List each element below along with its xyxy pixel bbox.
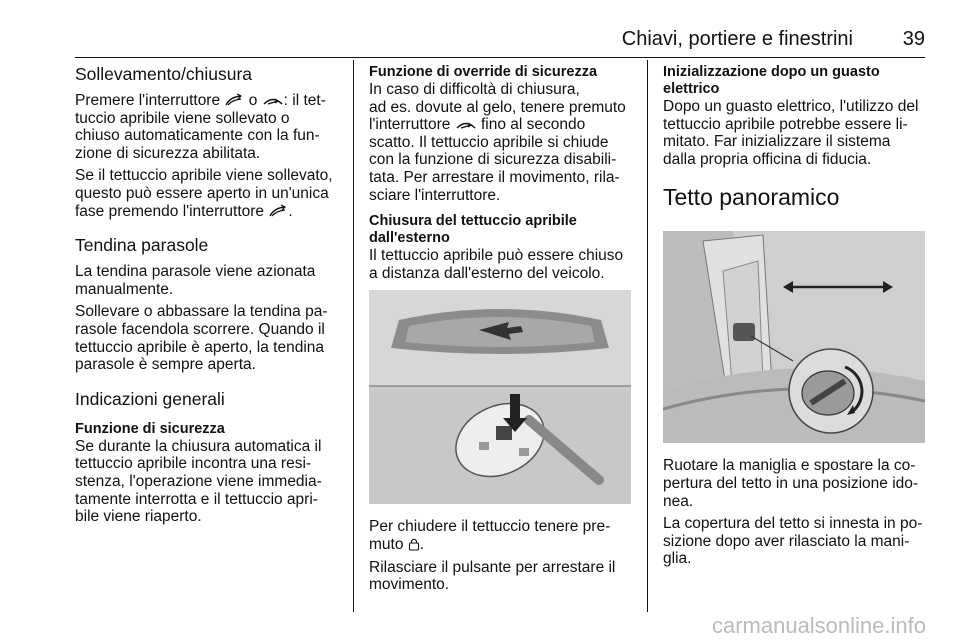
column-3: [663, 64, 927, 573]
text: La copertura del tetto si innesta in po-: [663, 515, 923, 533]
text: dall'esterno: [369, 230, 450, 247]
text: mitato. Far inizializzare il sistema: [663, 133, 891, 151]
text: elettrico: [663, 81, 720, 97]
text: .: [288, 202, 293, 220]
text: l'interruttore: [369, 116, 451, 134]
text: bile viene riaperto.: [75, 508, 202, 526]
text: sciare l'interruttore.: [369, 186, 501, 204]
text: con la funzione di sicurezza disabili-: [369, 151, 617, 169]
paragraph-lift: [75, 92, 343, 162]
paragraph-ruotare: [663, 457, 927, 510]
text: tettuccio apribile incontra una resi-: [75, 455, 312, 473]
text: tamente interrotta e il tettuccio apri-: [75, 490, 318, 508]
heading-sicurezza: Funzione di sicurezza: [75, 420, 225, 437]
text: Dopo un guasto elettrico, l'utilizzo del: [663, 98, 919, 115]
text: fino al secondo: [480, 116, 586, 134]
page-number: 39: [902, 28, 925, 50]
text: scatto. Il tettuccio apribile si chiude: [369, 133, 609, 151]
text: tettuccio apribile è aperto, la tendina: [75, 338, 325, 356]
paragraph-chiusura: [369, 247, 633, 282]
text: stenza, l'operazione viene immedia-: [75, 472, 322, 490]
paragraph-copertura: [663, 515, 927, 568]
text: o: [248, 92, 258, 109]
text: Rilasciare il pulsante per arrestare il: [369, 558, 616, 576]
text: chiuso automaticamente con la fun-: [75, 127, 320, 145]
text: a distanza dall'esterno del veicolo.: [369, 264, 605, 282]
header-rule: [75, 57, 925, 58]
chapter-title: Chiavi, portiere e finestrini: [621, 28, 853, 50]
sunroof-tilt-icon: [268, 204, 288, 218]
text: : il tet-: [283, 92, 326, 109]
text: Chiusura del tettuccio apribile: [369, 213, 577, 230]
page-header: [75, 28, 925, 56]
paragraph-init: [663, 98, 927, 168]
text: muto: [369, 535, 404, 553]
watermark: carmanualsonline.info: [711, 613, 926, 638]
heading-sollevamento: Sollevamento/chiusura: [75, 64, 253, 84]
text: In caso di difficoltà di chiusura,: [369, 81, 580, 98]
paragraph-tendina: [75, 263, 343, 298]
heading-override: Funzione di override di sicurezza: [369, 64, 598, 80]
text: glia.: [663, 550, 692, 568]
text: Inizializzazione dopo un guasto: [663, 64, 880, 80]
text: La tendina parasole viene azionata: [75, 263, 316, 281]
paragraph-override: [369, 81, 633, 204]
heading-generali: Indicazioni generali: [75, 388, 225, 409]
heading-chiusura: [369, 213, 633, 247]
heading-tetto: Tetto panoramico: [663, 184, 840, 211]
text: tuccio apribile viene sollevato o: [75, 109, 290, 127]
text: Se durante la chiusura automatica il: [75, 437, 322, 455]
text: ad es. dovute al gelo, tenere premuto: [369, 98, 626, 116]
heading-tendina: Tendina parasole: [75, 235, 209, 256]
text: zione di sicurezza abilitata.: [75, 144, 261, 162]
text: .: [419, 535, 425, 553]
column-divider-2: [647, 60, 648, 612]
text: Per chiudere il tettuccio tenere pre-: [369, 518, 611, 536]
sunroof-slide-icon: [262, 93, 284, 107]
text: pertura del tetto in una posizione ido-: [663, 474, 919, 492]
padlock-icon: [408, 537, 420, 551]
paragraph-tendina-2: [75, 303, 343, 373]
sunroof-tilt-icon: [224, 93, 244, 107]
text: movimento.: [369, 576, 450, 594]
text: fase premendo l'interruttore: [75, 202, 265, 220]
text: rasole facendola scorrere. Quando il: [75, 320, 325, 338]
text: nea.: [663, 492, 694, 510]
paragraph-press: [369, 518, 633, 553]
text: sizione dopo aver rilasciato la mani-: [663, 532, 910, 550]
text: tata. Per arrestare il movimento, rila-: [369, 168, 620, 186]
column-divider-1: [353, 60, 354, 612]
text: Il tettuccio apribile può essere chiuso: [369, 247, 624, 265]
text: questo può essere aperto in un'unica: [75, 184, 329, 202]
text: tettuccio apribile potrebbe essere li-: [663, 115, 908, 133]
heading-init: [663, 64, 927, 98]
paragraph-lift-2: [75, 167, 343, 220]
paragraph-sicurezza: [75, 438, 343, 526]
text: Se il tettuccio apribile viene sollevato,: [75, 167, 333, 185]
remote-key-illustration: [369, 290, 631, 504]
column-1: [75, 64, 343, 531]
text: Ruotare la maniglia e spostare la co-: [663, 457, 916, 475]
panoramic-roof-illustration: [663, 231, 925, 443]
paragraph-release: [369, 559, 633, 594]
sunroof-slide-icon: [455, 117, 477, 131]
text: manualmente.: [75, 280, 174, 298]
text: Premere l'interruttore: [75, 92, 221, 109]
column-2: [369, 64, 633, 599]
text: Sollevare o abbassare la tendina pa-: [75, 303, 328, 321]
text: dalla propria officina di fiducia.: [663, 150, 872, 168]
text: parasole è sempre aperta.: [75, 356, 256, 374]
